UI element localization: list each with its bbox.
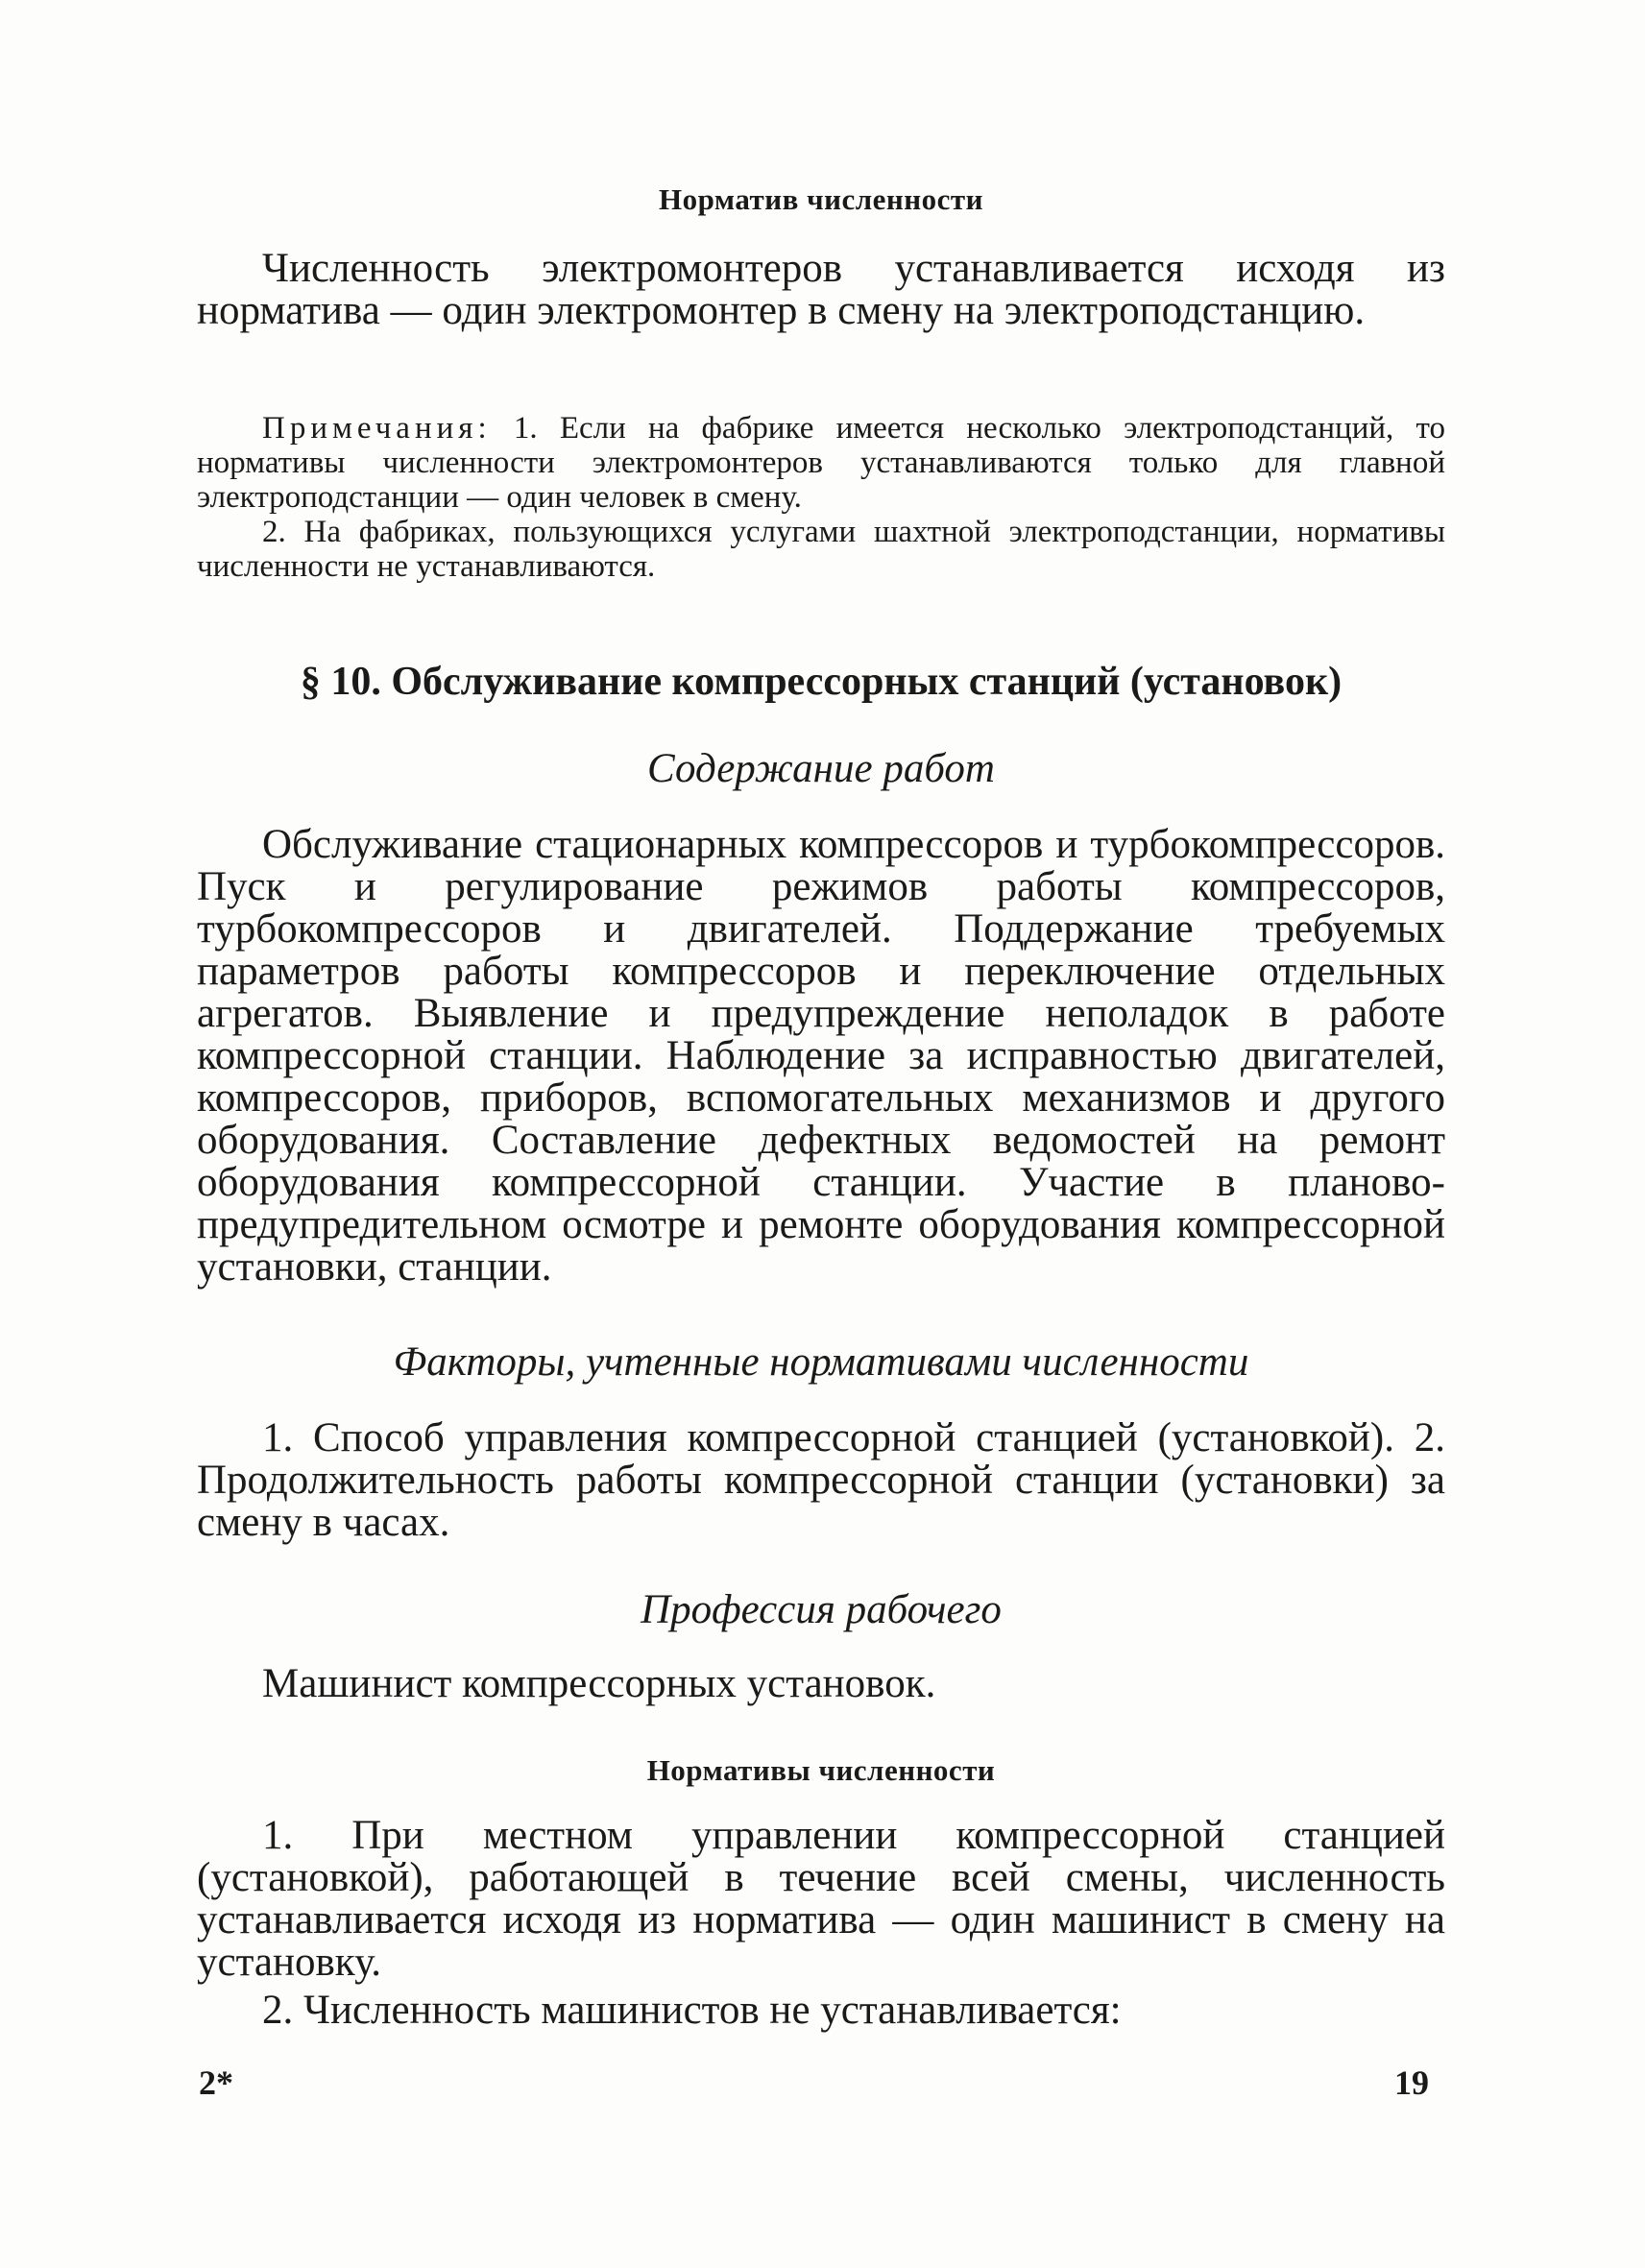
norm-1-paragraph: 1. При местном управлении компрессорной станцией (установкой), работающей в течение всей смены, численность устанавливается исходя из норматива — один машинист в смену на установку. bbox=[197, 1813, 1445, 1985]
note-1 bbox=[197, 411, 1445, 515]
note-2: 2. На фабриках, пользующихся услугами шахтной электроподстанции, нормативы численности не устанавливаются. bbox=[197, 515, 1445, 584]
norms-title: Нормативы численности bbox=[646, 1753, 996, 1787]
notes-label: Примечания: bbox=[262, 411, 492, 446]
note-1-text: 1. Если на фабрике имеется несколько электроподстанций, то нормативы численности электромонтеров устанавливаются только для главной электроподстанции — один человек в смену. bbox=[197, 411, 1445, 515]
factors-title: Факторы, учтенные нормативами численности bbox=[393, 1339, 1249, 1385]
profession-paragraph: Машинист компрессорных установок. bbox=[262, 1661, 936, 1706]
section-title: § 10. Обслуживание компрессорных станций (установок) bbox=[300, 660, 1343, 704]
work-content-paragraph: Обслуживание стационарных компрессоров и турбокомпрессоров. Пуск и регулирование режимов работы компрессоров, турбокомпрессоров и двигателей. Поддержание требуемых параметров работы компрессоров и переключение отдельных агрегатов. Выявление и предупреждение неполадок в работе компрессорной станции. Наблюдение за исправностью двигателей, компрессоров, приборов, вспомогательных механизмов и другого оборудования. Составление дефектных ведомостей на ремонт оборудования компрессорной станции. Участие в планово-предупредительном осмотре и ремонте оборудования компрессорной установки, станции. bbox=[197, 822, 1445, 1290]
norm-2-paragraph: 2. Численность машинистов не устанавливается: bbox=[262, 1988, 1122, 2033]
signature-mark: 2* bbox=[199, 2063, 233, 2102]
notes-block bbox=[197, 411, 1445, 584]
heading-norm-single: Норматив численности bbox=[659, 182, 983, 216]
paragraph-electricians: Численность электромонтеров устанавливается исходя из норматива — один электромонтер в смену на электроподстанцию. bbox=[197, 246, 1445, 333]
work-content-title: Содержание работ bbox=[647, 746, 995, 791]
page-number: 19 bbox=[1394, 2063, 1429, 2102]
factors-paragraph: 1. Способ управления компрессорной станцией (установкой). 2. Продолжительность работы компрессорной станции (установки) за смену в часах. bbox=[197, 1415, 1445, 1545]
profession-title: Профессия рабочего bbox=[641, 1587, 1002, 1632]
